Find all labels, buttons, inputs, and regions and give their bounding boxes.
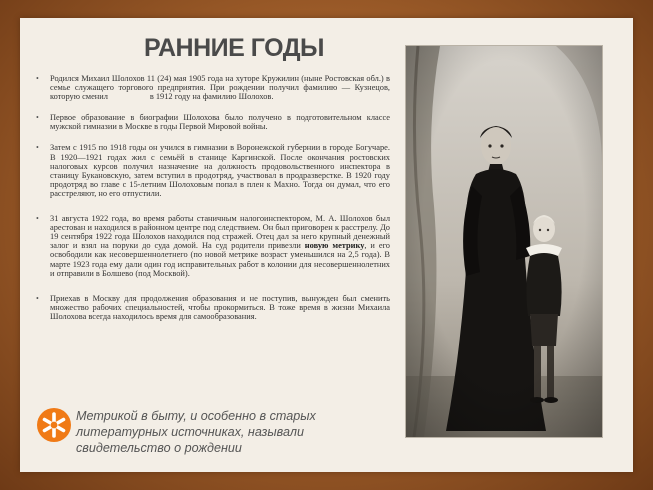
paragraph-youth — [30, 143, 390, 198]
paragraph-education — [30, 113, 390, 131]
vintage-photo-graphic — [406, 46, 602, 437]
callout-text: Метрикой в быту, и особенно в старых литературных источниках, называли свидетельство о рождении — [76, 409, 316, 455]
emphasis-metrika: новую метрику — [304, 241, 365, 251]
paragraph-text: Приехав в Москву для продолжения образования и не поступив, вынужден был сменить множество рабочих специальностей, чтобы прокормиться. В тоже время в жизни Михаила Шолохова всегда находилось время для самообразования. — [50, 293, 390, 321]
bullet: • — [36, 143, 39, 153]
slide — [20, 18, 633, 472]
paragraph-text: Родился Михаил Шолохов 11 (24) мая 1905 года на хуторе Кружилин (ныне Ростовская обл.) в семье служащего торгового предприятия. При рождении получил фамилию — Кузнецов, которую сменил в 1912 году на фамилию Шолохов. — [50, 74, 393, 102]
portrait-photo — [405, 45, 603, 438]
slide-title: РАННИЕ ГОДЫ — [144, 34, 324, 62]
bullet: • — [36, 293, 39, 303]
paragraph-text-after: , и его освободили как несовершеннолетнего (по новой метрике возраст уменьшился на 2,5 года). В марте 1923 года ему дали один год исправительных работ в колонии для несовершеннолетних и отправили в Болшево (под Москвой). — [50, 241, 390, 278]
asterisk-icon — [36, 407, 72, 443]
paragraph-text-before: 31 августа 1922 года, во время работы станичным налогоинспектором, М. А. Шолохов был арестован и находился в районном центре под следствием. Он был приговорен к расстрелу. До 19 сентября 1922 года Шолохов находился под стражей. Отец дал за него крупный денежный залог и взял на поруки до суда домой. На суд родители привезли — [50, 214, 390, 251]
footnote-callout — [36, 404, 376, 455]
bullet: • — [36, 214, 39, 224]
bullet: • — [36, 113, 39, 123]
paragraph-text: Первое образование в биографии Шолохова было получено в подготовительном классе мужской гимназии в Москве в годы Первой Мировой войны. — [50, 113, 390, 132]
paragraph-birth — [30, 74, 393, 102]
paragraph-moscow — [30, 294, 390, 321]
bullet: • — [36, 74, 39, 83]
text-column — [30, 74, 393, 321]
paragraph-text: Затем с 1915 по 1918 годы он учился в гимназии в Воронежской губернии в городе Богучаре. В 1920—1921 годах жил с семьёй в станице Каргинской. После окончания ростовских налоговых курсов получил назначение на должность продовольственного инспектора в станицу Букановскую, затем вступил в продотряд, участвовал в продразверстке. В 1920 году продотряд во главе с 15-летним Шолоховым попал в плен к Махно. Тогда он думал, что его расстреляют, но его отпустили. — [50, 143, 390, 198]
paragraph-arrest — [30, 214, 390, 278]
